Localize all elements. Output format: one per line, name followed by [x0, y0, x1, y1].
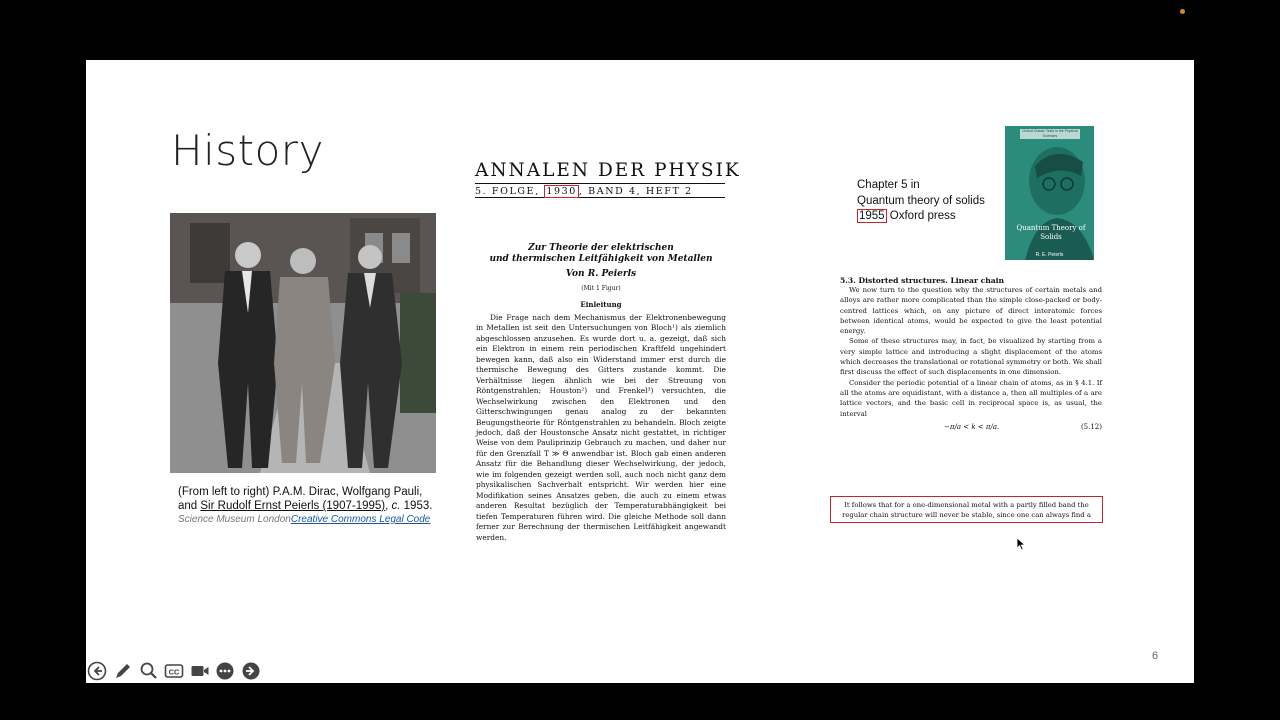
caption-circa: c.	[391, 500, 401, 512]
presentation-toolbar	[86, 660, 266, 682]
article-figures: (Mit 1 Figur)	[581, 285, 621, 292]
equation-number: (5.12)	[1080, 422, 1102, 431]
journal-year-highlight: 1930	[546, 186, 577, 197]
article-heading: Einleitung	[580, 300, 622, 309]
textbook-paragraph-1: We now turn to the question why the structures of certain metals and alloys are rather more complicated than the simple close-packed or body-centred lattices which, on any picture of direct interatomic forces between identical atoms, would be expected to give the least potential energy.	[840, 286, 1102, 336]
article-author: Von R. Peierls	[565, 269, 637, 279]
highlighted-quote-box	[830, 496, 1103, 523]
captions-icon[interactable]	[164, 661, 184, 681]
slide-title: History	[171, 126, 324, 175]
quote-line-2: regular chain structure will never be stable, since one can always find a	[842, 511, 1091, 519]
textbook-excerpt	[840, 276, 1102, 437]
journal-name: ANNALEN DER PHYSIK	[475, 160, 741, 181]
camera-icon[interactable]	[190, 661, 210, 681]
chapter-year-highlight: 1955	[859, 210, 885, 222]
caption-and: and	[178, 500, 201, 512]
caption-comma: ,	[385, 500, 392, 512]
more-icon[interactable]	[215, 661, 235, 681]
mouse-cursor-icon	[1016, 537, 1028, 551]
caption-year: 1953.	[400, 500, 433, 512]
pen-icon[interactable]	[113, 661, 133, 681]
photo-source: Science Museum London	[178, 514, 291, 525]
article-title: Zur Theorie der elektrischen und thermischen Leitfähigkeit von Metallen	[489, 243, 713, 264]
chapter-publisher: Oxford press	[886, 210, 956, 222]
slide-number: 6	[1152, 650, 1159, 662]
svg-text:CC: CC	[168, 667, 180, 677]
journal-header	[475, 160, 741, 200]
equation: −π/a < k < π/a.	[944, 422, 1000, 431]
article-body: Die Frage nach dem Mechanismus der Elektronenbewegung in Metallen ist seit den Untersuchungen von Bloch¹) als ziemlich abgeschlossen anzusehen. Es wurde dort u. a. gezeigt, daß sich ein Elektron in einem rein periodischen Kraftfeld ungehindert bewegen kann, daß also ein Widerstand immer erst durch die thermische Bewegung des Gitters zustande kommt. Die Verhältnisse liegen ähnlich wie bei der Streuung von Röntgenstrahlen; Houston²) und Frenkel³) versuchten, die Wechselwirkung zwischen den Elektronen und den Gitterschwingungen genau analog zu der bekannten Beugungstheorie für Röntgenstrahlen zu behandeln. Bloch zeigte jedoch, daß der Houstonsche Ansatz nicht gestattet, in richtiger Weise von dem Pauliprinzip Gebrauch zu machen, und daher nur für den Grenzfall T ≫ Θ anwendbar ist. Bloch gab einen anderen Ansatz für die Behandlung dieser Wechselwirkung, der jedoch, wie im folgenden gezeigt werden soll, auch noch nicht ganz dem physikalischen Sachverhalt entspricht. Wir werden hier eine Modifikation seines Ansatzes geben, die auch zu einem etwas anderen Resultat bezüglich der Temperaturabhängigkeit bei tiefen Temperaturen führen wird. Die gleiche Methode soll dann ferner zur Berechnung der thermischen Leitfähigkeit angewandt werden.	[476, 313, 726, 542]
forward-arrow-icon[interactable]	[241, 661, 261, 681]
book-title: Quantum Theory of Solids	[1016, 224, 1086, 241]
recording-indicator	[1180, 9, 1185, 14]
slide	[86, 60, 1194, 683]
section-heading: 5.3. Distorted structures. Linear chain	[840, 276, 1005, 285]
chapter-line-2: Quantum theory of solids	[857, 194, 985, 207]
license-link[interactable]: Creative Commons Legal Code	[290, 514, 431, 525]
zoom-icon[interactable]	[139, 661, 159, 681]
historical-photo	[170, 213, 436, 473]
article-excerpt	[476, 243, 726, 543]
photo-caption	[178, 485, 448, 527]
chapter-note	[857, 178, 985, 225]
chapter-line-1: Chapter 5 in	[857, 179, 920, 191]
textbook-paragraph-2: Some of these structures may, in fact, be visualized by starting from a very simple lattice and introducing a slight displacement of the atoms which decreases the translational or rotational symmetry or both. We shall first discuss the effect of such displacements in one dimension.	[840, 337, 1102, 377]
book-series-header: Oxford Classic Texts in the Physical Sciences	[1020, 129, 1080, 139]
journal-series-suffix: , BAND 4, HEFT 2	[578, 186, 693, 197]
journal-series-prefix: 5. FOLGE,	[475, 186, 545, 197]
back-arrow-icon[interactable]	[87, 661, 107, 681]
quote-line-1: It follows that for a one-dimensional metal with a partly filled band the	[844, 501, 1089, 509]
book-cover	[1005, 126, 1094, 260]
peierls-link[interactable]: Sir Rudolf Ernst Peierls (1907-1995)	[200, 500, 386, 512]
book-author: R. E. Peierls	[1035, 252, 1064, 258]
caption-line-1: (From left to right) P.A.M. Dirac, Wolfgang Pauli,	[178, 486, 423, 498]
textbook-paragraph-3: Consider the periodic potential of a linear chain of atoms, as in § 4.1. If all the atoms are equidistant, with a distance a, then all multiples of a are lattice vectors, and the basic cell in reciprocal space is, as usual, the interval	[840, 378, 1102, 418]
